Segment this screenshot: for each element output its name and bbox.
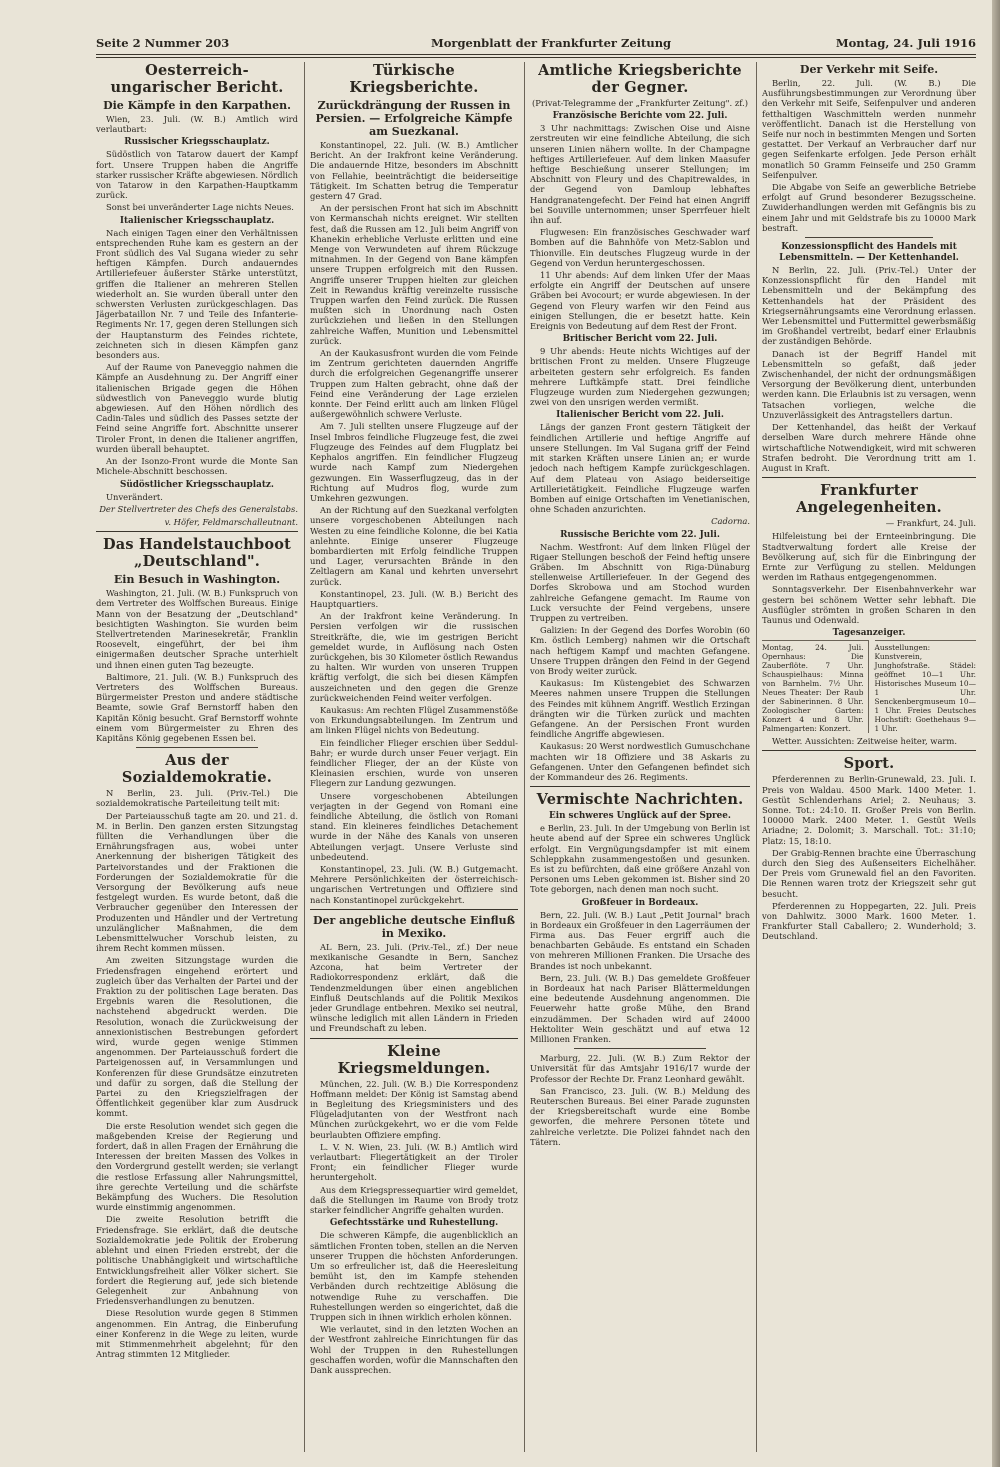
divider <box>136 747 257 748</box>
section-heading: Tagesanzeiger. <box>832 628 906 639</box>
paragraph: An der Isonzo-Front wurde die Monte San Michele-Abschnitt beschossen. <box>96 456 298 477</box>
paragraph: Nach einigen Tagen einer den Verhältnissen entsprechenden Ruhe kam es gestern an der Front südlich des Val Sugana wieder zu sehr heftigen Kämpfen. Durch andauerndes Artilleriefeuer äußerster Stärke unterstützt, griffen die Italiener an mehreren Stellen wiederholt an. Sie wurden überall unter den schwersten Verlusten zurückgeschlagen. Das Jägerbataillon Nr. 7 und Teile des Infanterie-Regiments Nr. 17, gegen deren Stellungen sich der Hauptansturm des Feindes richtete, zeichneten sich in diesen Kämpfen ganz besonders aus. <box>96 227 298 361</box>
paragraph: Galizien: In der Gegend des Dorfes Worobin (60 Km. östlich Lemberg) nahmen wir die Ortschaft nach heftigem Kampf und machten Gefangene. Unsere Truppen drängen den Feind in der Gegend von Brody weiter zurück. <box>530 625 750 676</box>
section-rule <box>310 909 518 910</box>
paragraph: Auf der Raume von Paneveggio nahmen die Kämpfe an Ausdehnung zu. Der Angriff einer italienischen Brigade gegen die Höhen südwestlich von Paneveggio wurde blutig abgewiesen. Auf den Höhen nördlich des Cadin-Tales und südlich des Passes setzte der Feind seine Angriffe fort. Abschnitte unserer Tiroler Front, in denen die Italiener angriffen, wurden überall behauptet. <box>96 362 298 454</box>
paragraph: Ein feindlicher Flieger erschien über Seddul-Bahr; er wurde durch unser Feuer verjagt. Ein feindlicher Flieger, der an der Küste von Kleinasien erschien, wurde von unseren Fliegern zur Landung gezwungen. <box>310 737 518 789</box>
section-heading: Gefechtsstärke und Ruhestellung. <box>329 1218 499 1229</box>
section-heading: Französische Berichte vom 22. Juli. <box>552 111 728 122</box>
paragraph: e Berlin, 23. Juli. In der Umgebung von Berlin ist heute abend auf der Spree ein schweres Unglück erfolgt. Ein Vergnügungsdampfer ist mit einem Schleppkahn zusammengestoßen und gesunken. Es ist zu befürchten, daß eine größere Anzahl von Personen ums Leben gekommen ist. Bisher sind 20 Tote geborgen, nach denen man noch sucht. <box>530 823 750 895</box>
paragraph: L. V. N. Wien, 23. Juli. (W. B.) Amtlich wird verlautbart: Fliegertätigkeit an der Tiroler Front; ein feindlicher Flieger wurde heruntergeholt. <box>310 1141 518 1183</box>
events-left: Montag, 24. Juli. Opernhaus: Die Zauberflöte. 7 Uhr. Schauspielhaus: Minna von Barnhelm. 7½ Uhr. Neues Theater: Der Raub der Sabinerinnen. 8 Uhr. Zoologischer Garten: Konzert 4 und 8 Uhr. Palmengarten: Konzert. <box>762 640 869 733</box>
events-listing <box>762 640 976 733</box>
paragraph: 3 Uhr nachmittags: Zwischen Oise und Aisne zerstreuten wir eine feindliche Abteilung, die sich unseren Linien nähern wollte. In der Champagne heftiges Artilleriefeuer. Auf dem linken Maasufer heftige Beschießung unserer Stellungen; im Abschnitt von Fleury und des Chapitrewaldes, in der Gegend von Damloup lebhaftes Handgranatengefecht. Der Feind hat einen Angriff bei Souville unternommen; unser Sperrfeuer hielt ihn auf. <box>530 123 750 226</box>
paragraph: 9 Uhr abends: Heute nichts Wichtiges auf der britischen Front zu melden. Unsere Flugzeuge arbeiteten gestern sehr erfolgreich. Es fanden mehrere Luftkämpfe statt. Drei feindliche Flugzeuge wurden zum Niedergehen gezwungen; zwei von den unsrigen werden vermißt. <box>530 346 750 408</box>
paragraph: Sonntagsverkehr. Der Eisenbahnverkehr war gestern bei schönem Wetter sehr lebhaft. Die Ausflügler strömten in großen Scharen in den Taunus und Odenwald. <box>762 584 976 625</box>
paragraph: Flugwesen: Ein französisches Geschwader warf Bomben auf die Bahnhöfe von Metz-Sablon und Thionville. Ein deutsches Flugzeug wurde in der Gegend von Verdun heruntergeschossen. <box>530 227 750 268</box>
page-binding-edge <box>992 0 1000 1467</box>
paragraph: Hilfeleistung bei der Ernteeinbringung. Die Stadtverwaltung fordert alle Kreise der Bevölkerung auf, sich für die Einbringung der Ernte zur Verfügung zu stellen. Meldungen werden im Rathaus entgegengenommen. <box>762 531 976 583</box>
section-rule <box>310 1038 518 1039</box>
paragraph: Aus dem Kriegspressequartier wird gemeldet, daß die Stellungen im Raume von Brody trotz starker feindlicher Angriffe gehalten wurden. <box>310 1184 518 1216</box>
dateline: Wien, 23. Juli. (W. B.) Amtlich wird verlautbart: <box>96 114 298 135</box>
divider <box>574 1048 706 1049</box>
paragraph: Am zweiten Sitzungstage wurden die Friedensfragen eingehend erörtert und zugleich über das Verhalten der Partei und der Fraktion zu der politischen Lage beraten. Das Ergebnis waren die Resolutionen, die nachstehend abgedruckt werden. Die Resolution, wonach die Zurückweisung der annexionistischen Bestrebungen gefordert wird, wurde gegen wenige Stimmen angenommen. Der Parteiausschuß fordert die Parteigenossen auf, in Versammlungen und Konferenzen für diese Grundsätze einzutreten und dafür zu sorgen, daß die Stellung der Partei zu den Kriegszielfragen der Öffentlichkeit gegenüber klar zum Ausdruck kommt. <box>96 955 298 1119</box>
issue-date: Montag, 24. Juli 1916 <box>835 36 976 50</box>
signature: v. Höfer, Feldmarschalleutnant. <box>164 516 298 527</box>
page-header <box>96 34 976 54</box>
section-heading: Konzessionspflicht des Handels mit Lebensmitteln. — Der Kettenhandel. <box>779 242 959 264</box>
paragraph: Wie verlautet, sind in den letzten Wochen an der Westfront zahlreiche Einrichtungen für das Wohl der Truppen in den Ruhestellungen geschaffen worden, wofür die Mannschaften den Dank aussprechen. <box>310 1324 518 1375</box>
column-2 <box>310 60 518 1455</box>
article-headline: Der angebliche deutsche Einfluß in Mexiko. <box>313 913 515 940</box>
article-subheadline: Die Kämpfe in den Karpathen. <box>103 99 291 112</box>
page-number: Seite 2 Nummer 203 <box>96 36 230 50</box>
column-1 <box>96 60 298 1455</box>
paragraph: Marburg, 22. Juli. (W. B.) Zum Rektor der Universität für das Amtsjahr 1916/17 wurde der Professor der Rechte Dr. Franz Leonhard gewählt. <box>530 1053 750 1084</box>
paragraph: Längs der ganzen Front gestern Tätigkeit der feindlichen Artillerie und heftige Angriffe auf unsere Stellungen. Im Val Sugana griff der Feind mit starken Kräften unsere Linien an; er wurde jedoch nach heftigem Kampfe zurückgeschlagen. Auf dem Plateau von Asiago beiderseitige Artillerietätigkeit. Feindliche Flugzeuge warfen Bomben auf einige Ortschaften im Venetianischen, ohne Schaden anzurichten. <box>530 422 750 515</box>
section-heading: Britischer Bericht vom 22. Juli. <box>562 334 718 345</box>
paragraph: An der persischen Front hat sich im Abschnitt von Kermanschah nichts ereignet. Wir stellten fest, daß die Russen am 12. Juli beim Angriff von Khanekin erhebliche Verluste erlitten und eine Menge von Verwundeten auf ihrem Rückzuge mitnahmen. In der Gegend von Bane kämpfen unsere Truppen erfolgreich mit den Russen. Angriffe unserer Truppen hielten zur gleichen Zeit in Rewandus kräftig vereinzelte russische Truppen warfen den Feind zurück. Die Russen mußten sich in Unordnung nach Osten zurückziehen und ließen in den Stellungen zahlreiche Waffen, Munition und Lebensmittel zurück. <box>310 203 518 346</box>
section-heading: Großfeuer in Bordeaux. <box>581 897 699 908</box>
section-heading: Ein schweres Unglück auf der Spree. <box>549 811 731 822</box>
paragraph: An der Kaukasusfront wurden die vom Feinde im Zentrum gerichteten dauernden Angriffe durch die erfolgreichen Gegenangriffe unserer Truppen zum Halten gebracht, ohne daß der Feind eine Veränderung der Lage erzielen konnte. Der Feind erlitt auch am linken Flügel außergewöhnlich schwere Verluste. <box>310 348 518 420</box>
paragraph: Die erste Resolution wendet sich gegen die maßgebenden Kreise der Regierung und fordert, daß in allen Fragen der Ernährung die Interessen der breiten Massen des Volkes in den Vordergrund gestellt werden; sie verlangt die restlose Erfassung aller Nahrungsmittel, ihre gerechte Verteilung und die schärfste Bekämpfung des Wuchers. Die Resolution wurde einstimmig angenommen. <box>96 1120 298 1213</box>
column-divider <box>756 62 757 1452</box>
section-heading: Südöstlicher Kriegsschauplatz. <box>120 479 274 490</box>
paragraph: Pferderennen zu Berlin-Grunewald, 23. Juli. I. Preis von Waldau. 4500 Mark. 1400 Meter. 1. Gestüt Schlenderhans Ariel; 2. Neuhaus; 3. Sonne. Tot.: 24:10. II. Großer Preis von Berlin. 100000 Mark. 2400 Meter. 1. Gestüt Weils Ariadne; 2. Dolomit; 3. Marschall. Tot.: 31:10; Platz: 15, 18:10. <box>762 774 976 846</box>
section-rule <box>530 786 750 787</box>
paragraph: Der Kettenhandel, das heißt der Verkauf derselben Ware durch mehrere Hände ohne wirtschaftliche Notwendigkeit, wird mit schweren Strafen bedroht. Die Verordnung tritt am 1. August in Kraft. <box>762 422 976 473</box>
article-subheadline: Zurückdrängung der Russen in Persien. — Erfolgreiche Kämpfe am Suezkanal. <box>315 99 513 138</box>
paragraph: AL Bern, 23. Juli. (Priv.-Tel., zf.) Der neue mexikanische Gesandte in Bern, Sanchez Azcona, hat beim Vertreter der Radiokorrespondenz erklärt, daß die Tendenzmeldungen über einen angeblichen Einfluß Deutschlands auf die Politik Mexikos jeder Grundlage entbehren. Mexiko sei neutral, wünsche lediglich mit allen Ländern in Frieden und Freundschaft zu leben. <box>310 941 518 1034</box>
article-headline: Amtliche Kriegsberichte der Gegner. <box>538 62 742 96</box>
paragraph: München, 22. Juli. (W. B.) Die Korrespondenz Hoffmann meldet: Der König ist Samstag abend in Begleitung des Kriegsministers und des Flügeladjutanten von der Westfront nach München zurückgekehrt, wo er die vom Felde beurlaubten Offiziere empfing. <box>310 1078 518 1140</box>
paragraph: Südöstlich von Tatarow dauert der Kampf fort. Unsere Truppen haben die Angriffe starker russischer Kräfte abgewiesen. Nördlich von Tatarow in den Karpathen-Hauptkamm zurück. <box>96 149 298 201</box>
paragraph: Unsere vorgeschobenen Abteilungen verjagten in der Gegend von Romani eine feindliche Abteilung, die östlich von Romani stand. Ein kleineres feindliches Detachement wurde in der Nähe des Kanals von unseren Abteilungen verjagt. Unsere Verluste sind unbedeutend. <box>310 790 518 862</box>
article-headline: Türkische Kriegsberichte. <box>349 62 479 96</box>
paragraph: 11 Uhr abends: Auf dem linken Ufer der Maas erfolgte ein Angriff der Deutschen auf unsere Gräben bei Avocourt; er wurde abgewiesen. In der Gegend von Fleury warfen wir den Feind aus einigen Stellungen, die er besetzt hatte. Kein Ereignis von Bedeutung auf dem Rest der Front. <box>530 270 750 332</box>
events-right: Ausstellungen: Kunstverein, Junghofstraße. Städel: geöffnet 10—1 Uhr. Historisches Museum 10—1 Uhr. Senckenbergmuseum 10—1 Uhr. Freies Deutsches Hochstift: Goethehaus 9—1 Uhr. <box>875 640 977 733</box>
masthead: Morgenblatt der Frankfurter Zeitung <box>431 36 672 50</box>
column-4 <box>762 60 976 1455</box>
paragraph: Diese Resolution wurde gegen 8 Stimmen angenommen. Ein Antrag, die Einberufung einer Konferenz in die Wege zu leiten, wurde mit Stimmenmehrheit abgelehnt; für den Antrag stimmten 12 Mitglieder. <box>96 1308 298 1360</box>
paragraph: San Francisco, 23. Juli. (W. B.) Meldung des Reuterschen Bureaus. Bei einer Parade zugunsten der Kriegsbereitschaft wurde eine Bombe geworfen, die mehrere Personen tötete und zahlreiche verletzte. Die Polizei fahndet nach den Tätern. <box>530 1085 750 1147</box>
article-headline: Frankfurter Angelegenheiten. <box>796 482 942 517</box>
paragraph: Bern, 22. Juli. (W. B.) Laut „Petit Journal" brach in Bordeaux ein Großfeuer in den Lagerräumen der Firma aus. Das Feuer ergriff auch die benachbarten Gebäude. Es entstand ein Schaden von mehreren Millionen Franken. Die Ursache des Brandes ist noch unbekannt. <box>530 909 750 971</box>
article-headline: Sport. <box>843 755 895 773</box>
paragraph: Baltimore, 21. Juli. (W. B.) Funkspruch des Vertreters des Wolffschen Bureaus. Bürgermeister Preston und andere städtische Beamte, sowie Graf Bernstorff haben den Kapitän König besucht. Graf Bernstorff wohnte einem vom Bürgermeister zu Ehren des Kapitäns König gegebenen Essen bei. <box>96 671 298 743</box>
paragraph: Kaukasus: Am rechten Flügel Zusammenstöße von Erkundungsabteilungen. Im Zentrum und am linken Flügel nichts von Bedeutung. <box>310 704 518 736</box>
article-subheadline: Ein Besuch in Washington. <box>113 573 281 587</box>
signature: Cadorna. <box>711 516 750 527</box>
column-divider <box>304 62 305 1452</box>
column-divider <box>524 62 525 1452</box>
section-rule <box>96 531 298 532</box>
column-3 <box>530 60 750 1455</box>
section-rule <box>762 477 976 478</box>
paragraph: Kaukasus: Im Küstengebiet des Schwarzen Meeres nahmen unsere Truppen die Stellungen des Feindes mit kühnem Angriff. Westlich Erzingan drängten wir die Türken zurück und machten Gefangene. An der Persischen Front wurden feindliche Angriffe abgewiesen. <box>530 678 750 740</box>
paragraph: Die schweren Kämpfe, die augenblicklich an sämtlichen Fronten toben, stellen an die Nerven unserer Truppen die höchsten Anforderungen. Um so erfreulicher ist, daß die Heeresleitung bemüht ist, den im Kampfe stehenden Verbänden durch rechtzeitige Ablösung die notwendige Ruhe zu verschaffen. Die Ruhestellungen werden so eingerichtet, daß die Truppen sich in ihnen wirklich erholen können. <box>310 1230 518 1322</box>
paragraph: Konstantinopel, 23. Juli. (W. B.) Bericht des Hauptquartiers. <box>310 588 518 609</box>
header-rule-thin <box>96 57 976 58</box>
paragraph: Der Grabig-Rennen brachte eine Überraschung durch den Sieg des Außenseiters Eichelhäher. Der Preis vom Grunewald fiel an den Favoriten. Die Rennen waren trotz der Kriegszeit sehr gut besucht. <box>762 847 976 899</box>
divider <box>805 237 933 238</box>
paragraph: Kaukasus: 20 Werst nordwestlich Gumuschchane machten wir 18 Offiziere und 38 Askaris zu Gefangenen. Unter den Gefangenen befindet sich der Kommandeur des 26. Regiments. <box>530 741 750 782</box>
weather-note: Wetter. Aussichten: Zeitweise heiter, warm. <box>772 736 958 747</box>
paragraph: Die Abgabe von Seife an gewerbliche Betriebe erfolgt auf Grund besonderer Bezugsscheine. Zuwiderhandlungen werden mit Gefängnis bis zu einem Jahr und mit Geldstrafe bis zu 10000 Mark bestraft. <box>762 182 976 233</box>
paragraph: N Berlin, 22. Juli. (Priv.-Tel.) Unter der Konzessionspflicht für den Handel mit Lebensmitteln und der Bekämpfung des Kettenhandels hat der Präsident des Kriegsernährungsamts eine Verordnung erlassen. Wer Lebensmittel und Futtermittel gewerbsmäßig im Großhandel vertreibt, bedarf einer Erlaubnis der zuständigen Behörde. <box>762 265 976 347</box>
article-headline: Der Verkehr mit Seife. <box>799 63 939 76</box>
section-heading: Russischer Kriegsschauplatz. <box>124 137 270 148</box>
article-headline: Das Handelstauchboot „Deutschland". <box>102 536 292 571</box>
section-rule <box>762 750 976 751</box>
header-rule <box>96 54 976 55</box>
source-note: (Privat-Telegramme der „Frankfurter Zeitung". zf.) <box>532 98 748 108</box>
paragraph: Der Parteiausschuß tagte am 20. und 21. d. M. in Berlin. Den ganzen ersten Sitzungstag füllten die Verhandlungen über die Ernährungsfragen aus, wobei unter Anerkennung der bisherigen Tätigkeit des Parteivorstandes und der Fraktionen die Forderungen der Sozialdemokratie für die Versorgung der Bevölkerung aufs neue festgelegt wurden. Es wurde betont, daß die Verbraucher gegenüber den Interessen der Produzenten und Händler und der Vertretung unzulänglicher Maßnahmen, die dem Lebensmittelwucher Vorschub leisten, zu ihrem Recht kommen müssen. <box>96 810 298 954</box>
paragraph: Danach ist der Begriff Handel mit Lebensmitteln so gefaßt, daß jeder Zwischenhandel, der nicht der ordnungsmäßigen Versorgung der Bevölkerung dient, unterbunden werden kann. Die Erlaubnis ist zu versagen, wenn Tatsachen vorliegen, welche die Unzuverlässigkeit des Antragstellers dartun. <box>762 348 976 420</box>
article-headline: Oesterreich-ungarischer Bericht. <box>110 62 284 96</box>
paragraph: N Berlin, 23. Juli. (Priv.-Tel.) Die sozialdemokratische Parteileitung teilt mit: <box>96 788 298 809</box>
paragraph: Unverändert. <box>106 491 163 502</box>
dateline: — Frankfurt, 24. Juli. <box>885 518 976 529</box>
article-headline: Vermischte Nachrichten. <box>536 791 744 809</box>
paragraph: An der Richtung auf den Suezkanal verfolgten unsere vorgeschobenen Abteilungen nach Westen zu eine feindliche Kolonne, die bei Katia anlehnte. Einige unserer Flugzeuge bombardierten mit Erfolg feindliche Truppen und Lager, verursachten Brände in den Zeltlagern am Kanal und kehrten unversehrt zurück. <box>310 505 518 587</box>
section-heading: Italienischer Bericht vom 22. Juli. <box>556 410 724 421</box>
signature: Der Stellvertreter des Chefs des Generalstabs. <box>99 503 298 514</box>
paragraph: Nachm. Westfront: Auf dem linken Flügel der Rigaer Stellungen beschoß der Feind heftig unsere Gräben. Im Abschnitt von Riga-Dünaburg stellenweise Artilleriefeuer. In der Gegend des Dorfes Skrobowa und am Stochod wurden zahlreiche Gefangene gemacht. Im Raume von Luck versuchte der Feind vergebens, unsere Truppen zu vertreiben. <box>530 541 750 623</box>
paragraph: Konstantinopel, 23. Juli. (W. B.) Gutgemacht. Mehrere Persönlichkeiten der österreichisch-ungarischen Vertretungen und Offiziere sind nach Konstantinopel zurückgekehrt. <box>310 864 518 905</box>
paragraph: Bern, 23. Juli. (W. B.) Das gemeldete Großfeuer in Bordeaux hat nach Pariser Blättermeldungen eine bedeutende Ausdehnung angenommen. Die Feuerwehr hatte große Mühe, den Brand einzudämmen. Der Schaden wird auf 24000 Hektoliter Wein geschätzt und auf etwa 12 Millionen Franken. <box>530 972 750 1045</box>
section-heading: Italienischer Kriegsschauplatz. <box>119 215 275 226</box>
paragraph: Washington, 21. Juli. (W. B.) Funkspruch von dem Vertreter des Wolffschen Bureaus. Einige Mann von der Besatzung der „Deutschland" besichtigten Washington. Sie wurden beim Stellvertretenden Marinesekretär, Franklin Roosevelt, eingeführt, der bei ihm einigermaßen deutscher Sprache unterhielt und ihnen einen guten Tag bezeugte. <box>96 588 298 670</box>
paragraph: Berlin, 22. Juli. (W. B.) Die Ausführungsbestimmungen zur Verordnung über den Verkehr mit Seife, Seifenpulver und anderen fetthaltigen Waschmitteln werden nunmehr veröffentlicht. Danach ist die Herstellung von Seife nur noch in bestimmten Mengen und Sorten gestattet. Der Verkauf an Verbraucher darf nur gegen Seifenkarte erfolgen. Jede Person erhält monatlich 50 Gramm Feinseife und 250 Gramm Seifenpulver. <box>762 78 976 180</box>
paragraph: Am 7. Juli stellten unsere Flugzeuge auf der Insel Imbros feindliche Flugzeuge fest, die zwei Flugzeuge des Feindes auf dem Flugplatz bei Kephalos angriffen. Ein feindlicher Flugzeug wurde nach Kampf zum Niedergehen gezwungen. Ein Wasserflugzeug, das in der Richtung auf Mudros flog, wurde zum Umkehren gezwungen. <box>310 421 518 503</box>
article-headline: Aus der Sozialdemokratie. <box>121 752 273 787</box>
paragraph: Pferderennen zu Hoppegarten, 22. Juli. Preis von Dahlwitz. 3000 Mark. 1600 Meter. 1. Frankfurter Stall Caballero; 2. Wunderhold; 3. Deutschland. <box>762 900 976 942</box>
section-heading: Russische Berichte vom 22. Juli. <box>560 529 720 540</box>
article-headline: Kleine Kriegsmeldungen. <box>337 1042 491 1077</box>
paragraph: Die zweite Resolution betrifft die Friedensfrage. Sie erklärt, daß die deutsche Sozialdemokratie jede Politik der Eroberung ablehnt und einen Frieden erstrebt, der die politische Unabhängigkeit und wirtschaftliche Entwicklungsfreiheit aller Völker sichert. Sie fordert die Regierung auf, jede sich bietende Gelegenheit zur Anbahnung von Friedensverhandlungen zu benutzen. <box>96 1214 298 1307</box>
paragraph: An der Irakfront keine Veränderung. In Persien verfolgen wir die russischen Streitkräfte, die, wie im gestrigen Bericht gemeldet wurde, in Auflösung nach Osten zurückgehen, bis 30 Kilometer östlich Rewandus zu halten. Wir wurden von unseren Truppen kräftig verfolgt, die sich bei diesen Kämpfen auszeichneten und den gegen die Grenze zurückweichenden Feind weiter verfolgen. <box>310 611 518 703</box>
paragraph: Konstantinopel, 22. Juli. (W. B.) Amtlicher Bericht. An der Irakfront keine Veränderung. Die andauernde Hitze, besonders im Abschnitt von Fellahie, beeinträchtigt die beiderseitige Tätigkeit. Im Schatten betrug die Temperatur gestern 47 Grad. <box>310 140 518 202</box>
paragraph: Sonst bei unveränderter Lage nichts Neues. <box>106 202 294 213</box>
